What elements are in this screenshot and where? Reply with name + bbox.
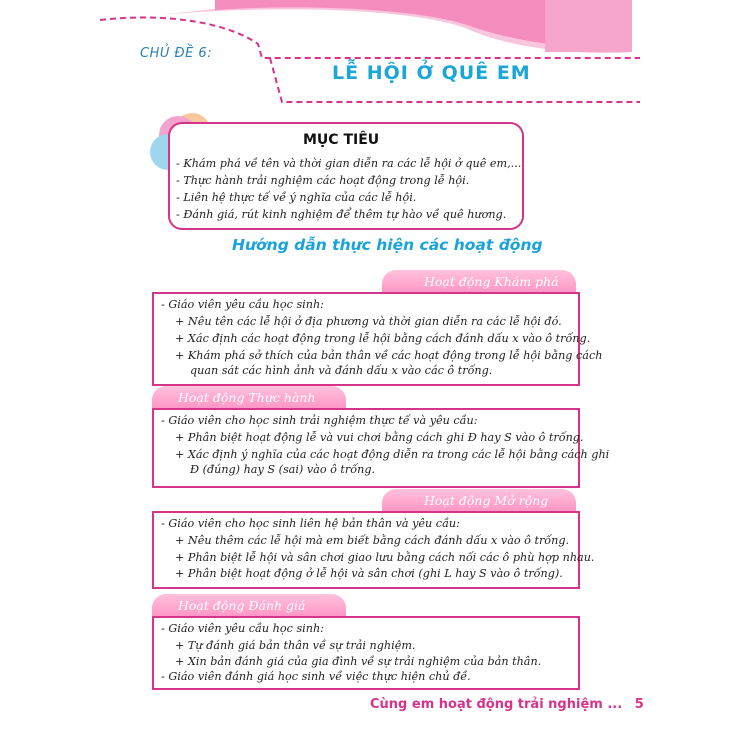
activity-line: - Giáo viên cho học sinh trải nghiệm thực tế và yêu cầu:: [161, 414, 478, 427]
objective-item: - Thực hành trải nghiệm các hoạt động trong lễ hội.: [176, 174, 470, 187]
guide-title: Hướng dẫn thực hiện các hoạt động: [232, 236, 543, 254]
objective-item: - Liên hệ thực tế về ý nghĩa của các lễ hội.: [176, 191, 417, 204]
footer: [370, 697, 644, 712]
activity-line: + Khám phá sở thích của bản thân về các hoạt động trong lễ hội bằng cách: [175, 349, 603, 362]
activity-line: Đ (đúng) hay S (sai) vào ô trống.: [190, 463, 376, 476]
objective-item: - Khám phá về tên và thời gian diễn ra các lễ hội ở quê em,...: [176, 157, 522, 170]
activity-line: + Nêu thêm các lễ hội mà em biết bằng cách đánh dấu x vào ô trống.: [175, 534, 570, 547]
header-decoration: [0, 0, 750, 120]
activity-line: - Giáo viên yêu cầu học sinh:: [161, 622, 324, 635]
activity-line: quan sát các hình ảnh và đánh dấu x vào các ô trống.: [190, 364, 493, 377]
tab-label: Hoạt động Đánh giá: [178, 598, 306, 613]
chapter-label: CHỦ ĐỀ 6:: [140, 46, 213, 61]
tab-label: Hoạt động Khám phá: [424, 274, 559, 289]
tab-label: Hoạt động Thực hành: [178, 390, 316, 405]
activity-line: + Phân biệt hoạt động ở lễ hội và sân chơi (ghi L hay S vào ô trống).: [175, 567, 563, 580]
tab-label: Hoạt động Mở rộng: [424, 493, 549, 508]
activity-line: + Phân biệt hoạt động lễ và vui chơi bằng cách ghi Đ hay S vào ô trống.: [175, 431, 584, 444]
activity-line: + Xác định ý nghĩa của các hoạt động diễn ra trong các lễ hội bằng cách ghi: [175, 448, 610, 461]
page-title: LỄ HỘI Ở QUÊ EM: [332, 62, 531, 84]
footer-text: Cùng em hoạt động trải nghiệm ...: [370, 697, 623, 712]
objectives-title: MỤC TIÊU: [303, 132, 380, 148]
activity-line: + Xin bản đánh giá của gia đình về sự trải nghiệm của bản thân.: [175, 655, 542, 668]
activity-line: + Tự đánh giá bản thân về sự trải nghiệm.: [175, 639, 416, 652]
activity-line: - Giáo viên yêu cầu học sinh:: [161, 298, 324, 311]
activity-line: - Giáo viên đánh giá học sinh về việc thực hiện chủ đề.: [161, 670, 471, 683]
activity-line: - Giáo viên cho học sinh liên hệ bản thân và yêu cầu:: [161, 517, 460, 530]
objective-item: - Đánh giá, rút kinh nghiệm để thêm tự hào về quê hương.: [176, 208, 507, 221]
activity-line: + Nêu tên các lễ hội ở địa phương và thời gian diễn ra các lễ hội đó.: [175, 315, 562, 328]
activity-line: + Xác định các hoạt động trong lễ hội bằng cách đánh dấu x vào ô trống.: [175, 332, 591, 345]
page-number: 5: [634, 697, 644, 712]
activity-line: + Phân biệt lễ hội và sân chơi giao lưu bằng cách nối các ô phù hợp nhau.: [175, 551, 595, 564]
